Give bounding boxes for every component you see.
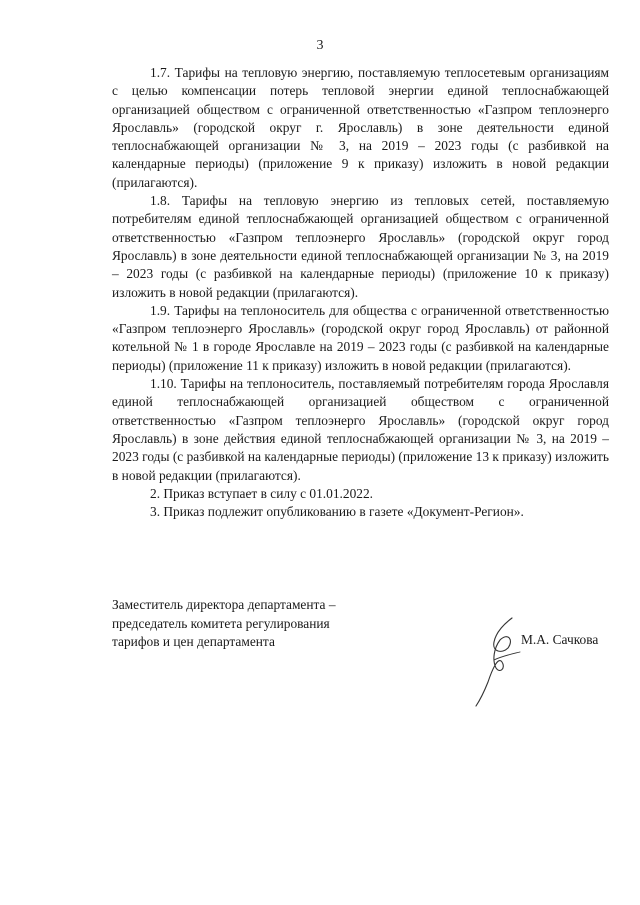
paragraph-3: 3. Приказ подлежит опубликованию в газете «Документ-Регион».	[150, 504, 524, 520]
paragraph-2: 2. Приказ вступает в силу с 01.01.2022.	[150, 485, 374, 501]
paragraph-1-9: 1.9. Тарифы на теплоноситель для общества с ограниченной ответственностью «Газпром теплоэнерго Ярославль» (городской округ город Ярославль) от районной котельной № 1 в городе Ярославле на 2019 – 2023 годы (с разбивкой на календарные периоды) (приложение 11 к приказу) изложить в новой редакции (прилагаются).	[112, 302, 609, 373]
signer-name: М.А. Сачкова	[521, 632, 599, 647]
signatory-title	[112, 596, 412, 652]
signatory-title-line: председатель комитета регулирования	[112, 615, 330, 631]
document-body	[112, 64, 609, 521]
signatory-title-line: Заместитель директора департамента –	[112, 597, 336, 612]
paragraph-1-7: 1.7. Тарифы на тепловую энергию, поставляемую теплосетевым организациям с целью компенсации потерь тепловой энергии единой теплоснабжающей организацией обществом с ограниченной ответственностью «Газпром теплоэнерго Ярославль» (городской округ г. Ярославль) в зоне деятельности единой теплоснабжающей организации № 3, на 2019 – 2023 годы (с разбивкой на календарные периоды) (приложение 9 к приказу) изложить в новой редакции (прилагаются).	[112, 65, 609, 190]
signatory-title-line: тарифов и цен департамента	[112, 634, 275, 650]
paragraph-1-8: 1.8. Тарифы на тепловую энергию из тепловых сетей, поставляемую потребителям единой теплоснабжающей организацией обществом с ограниченной ответственностью «Газпром теплоэнерго Ярославль» (городской округ город Ярославль) в зоне деятельности единой теплоснабжающей организации № 3, на 2019 – 2023 годы (с разбивкой на календарные периоды) (приложение 10 к приказу) изложить в новой редакции (прилагаются).	[112, 193, 609, 300]
page-number: 3	[316, 38, 324, 53]
handwritten-signature	[468, 610, 538, 710]
paragraph-1-10: 1.10. Тарифы на теплоноситель, поставляемый потребителям города Ярославля единой теплоснабжающей организацией обществом с ограниченной ответственностью «Газпром теплоэнерго Ярославль» (городской округ город Ярославль) в зоне действия единой теплоснабжающей организации № 3, на 2019 – 2023 годы (с разбивкой на календарные периоды) (приложение 13 к приказу) изложить в новой редакции (прилагаются).	[112, 376, 609, 483]
